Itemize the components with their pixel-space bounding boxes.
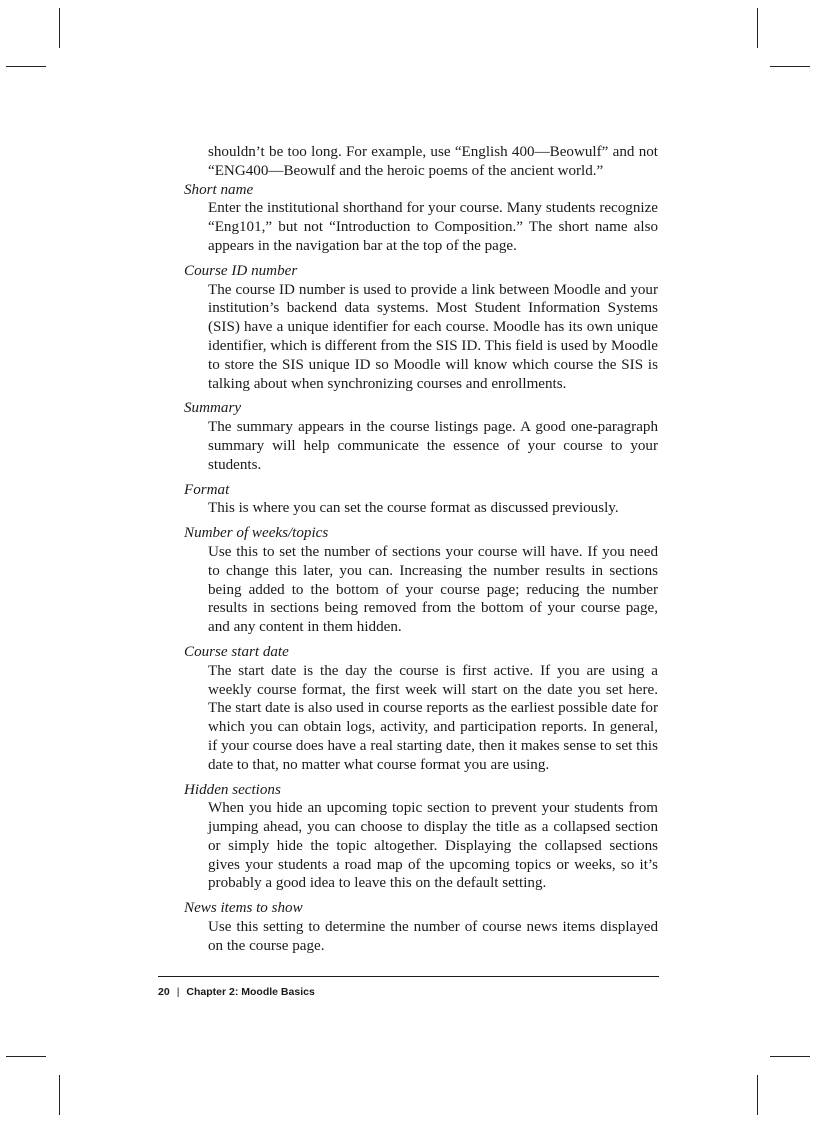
crop-mark-top-left — [59, 8, 60, 48]
term-definition: The summary appears in the course listings page. A good one-paragraph summary will help communicate the essence of your course to your students. — [208, 419, 658, 473]
crop-mark-bottom-left — [59, 1075, 60, 1115]
term-definition: When you hide an upcoming topic section to prevent your students from jumping ahead, you can choose to display the title as a collapsed section or simply hide the topic altogether. Displaying the collapsed sections gives your students a road map of the upcoming topics or weeks, so it’s probably a good idea to leave this on the default setting. — [208, 800, 658, 892]
page-body — [184, 143, 658, 962]
crop-mark-bottom-right — [757, 1075, 758, 1115]
footer-rule — [158, 976, 659, 977]
term-label: Course start date — [184, 643, 289, 660]
term-definition: The course ID number is used to provide a link between Moodle and your institution’s backend data systems. Most Student Information Systems (SIS) have a unique identifier for each course. Moodle has its own unique identifier, which is different from the SIS ID. This field is used by Moodle to store the SIS unique ID so Moodle will know which course the SIS is talking about when synchronizing courses and enrollments. — [208, 281, 658, 392]
term-label: Number of weeks/topics — [184, 525, 329, 542]
entry-short-name — [184, 181, 658, 256]
entry-course-start-date — [184, 643, 658, 775]
crop-mark-top-right-h — [770, 66, 810, 67]
entry-format — [184, 481, 658, 519]
term-definition: This is where you can set the course format as discussed previously. — [208, 500, 619, 517]
crop-mark-top-left-h — [6, 66, 46, 67]
entry-news-items-to-show — [184, 899, 658, 955]
term-label: Short name — [184, 181, 254, 198]
term-label: Format — [184, 481, 230, 498]
entry-number-of-weeks-topics — [184, 524, 658, 637]
term-definition: Use this setting to determine the number of course news items displayed on the course page. — [208, 919, 658, 954]
entry-summary — [184, 399, 658, 474]
term-label: Course ID number — [184, 262, 298, 279]
intro-paragraph: shouldn’t be too long. For example, use “English 400—Beowulf” and not “ENG400—Beowulf and the heroic poems of the ancient world.” — [208, 144, 658, 179]
term-label: News items to show — [184, 900, 303, 917]
crop-mark-top-right — [757, 8, 758, 48]
crop-mark-bottom-right-h — [770, 1056, 810, 1057]
term-definition: Enter the institutional shorthand for your course. Many students recognize “Eng101,” but not “Introduction to Composition.” The short name also appears in the navigation bar at the top of the page. — [208, 200, 658, 254]
crop-mark-bottom-left-h — [6, 1056, 46, 1057]
term-definition: Use this to set the number of sections your course will have. If you need to change this later, you can. Increasing the number results in sections being added to the bottom of your course page; reducing the number results in sections being removed from the bottom of your course page, and any content in them hidden. — [208, 543, 658, 636]
chapter-title: Chapter 2: Moodle Basics — [186, 986, 315, 998]
term-label: Summary — [184, 400, 242, 417]
entry-hidden-sections — [184, 781, 658, 894]
footer-separator: | — [176, 986, 180, 998]
page-footer — [158, 986, 315, 998]
term-label: Hidden sections — [184, 781, 281, 798]
page-number: 20 — [158, 986, 170, 998]
term-definition: The start date is the day the course is first active. If you are using a weekly course format, the first week will start on the date you set here. The start date is also used in course reports as the earliest possible date for which you can obtain logs, activity, and participation reports. In general, if your course does have a real starting date, then it makes sense to set this date to that, no matter what course format you are using. — [208, 662, 658, 773]
entry-course-id-number — [184, 262, 658, 394]
